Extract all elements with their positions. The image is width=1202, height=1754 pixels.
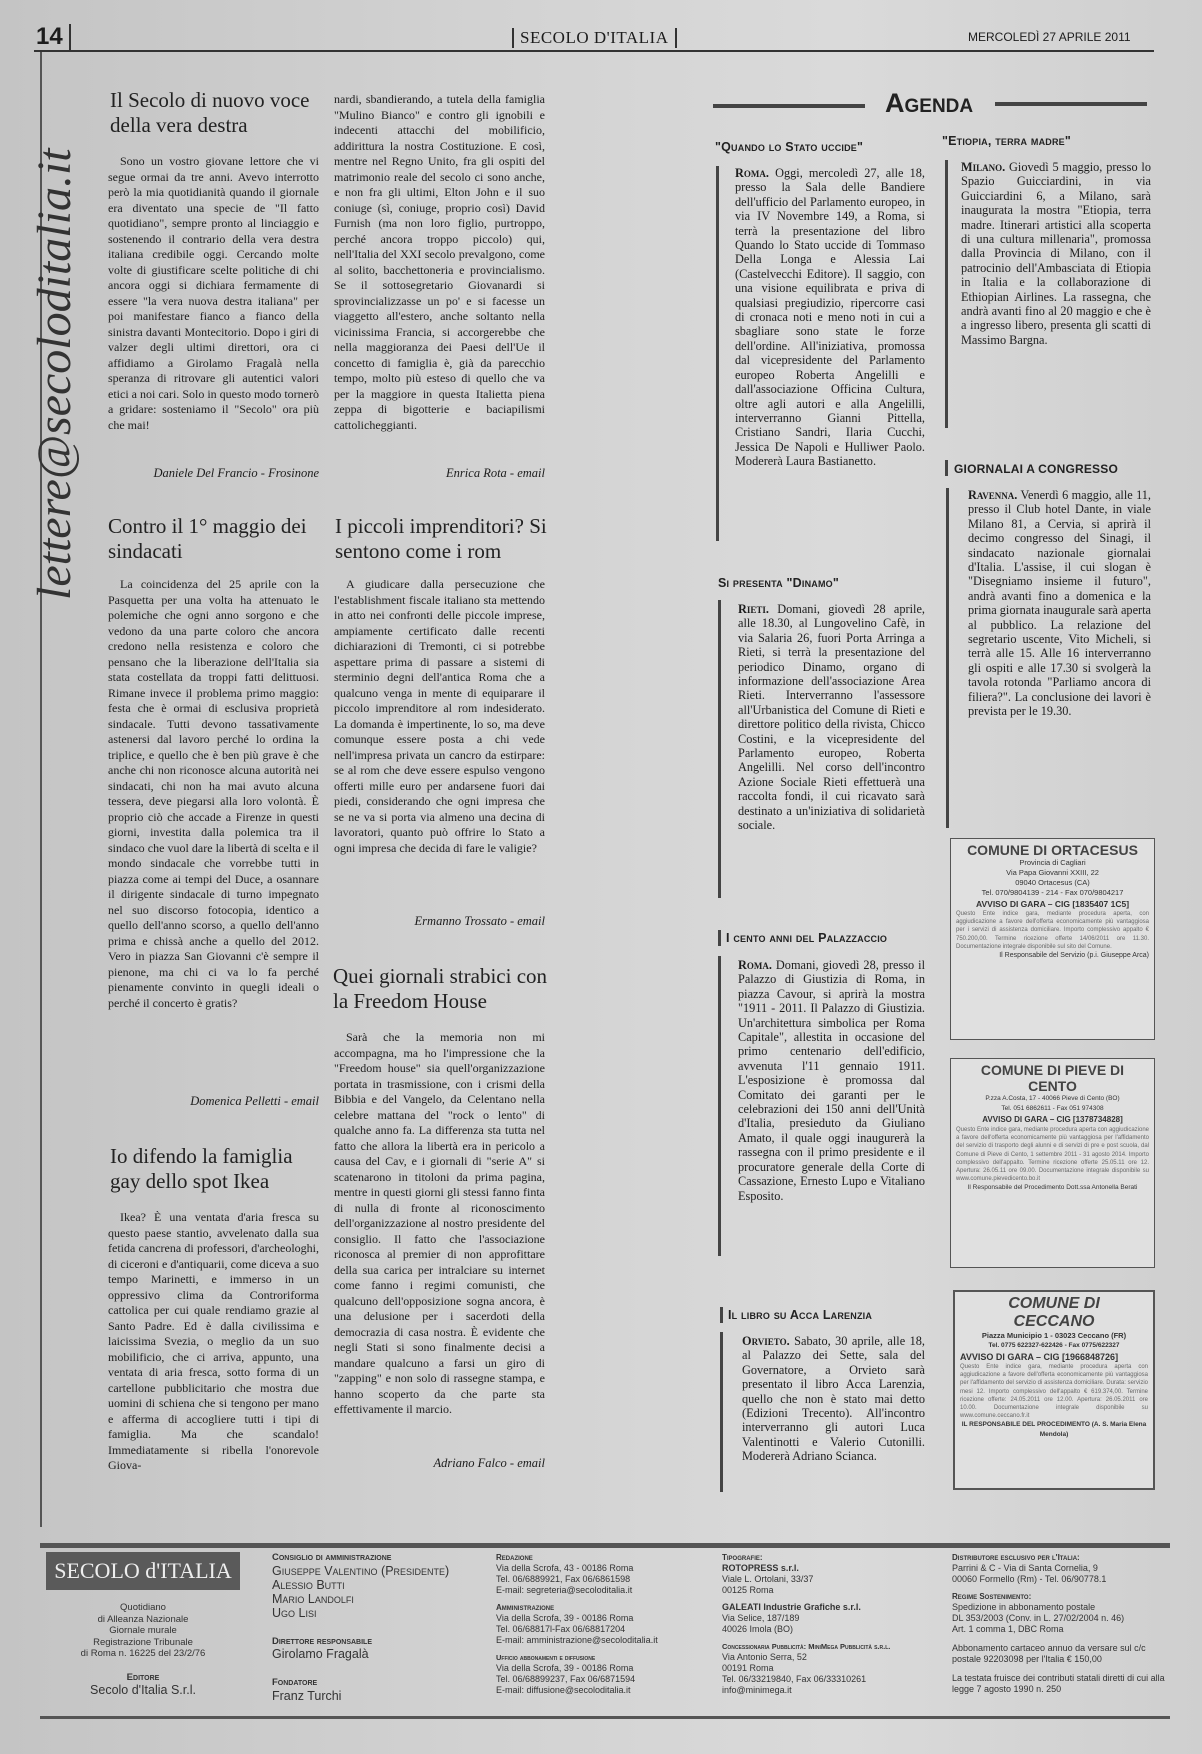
printer-line: ROTOPRESS s.r.l. <box>722 1563 799 1573</box>
agenda-text: Domani, giovedì 28 aprile, alle 18.30, al Lungovelino Cafè, in via Salaria 26, fuori Porta Arringa a Rieti, si terrà la presentazione del periodico Dinamo, organo di informazione dell'associazione Area Rieti. Interverranno l'assessore all'Urbanistica del Comune di Rieti e direttore politico della rivista, Chicco Costini, e la vicepresidente del Parlamento europeo, Roberta Angelilli. Nel corso dell'incontro Azione Sociale Rieti effettuerà una raccolta fondi, il cui ricavato sarà destinato a un'iniziativa di solidarietà sociale. <box>738 602 925 833</box>
letter-title: Contro il 1° maggio dei sindacati <box>108 514 307 563</box>
letter-signature: Enrica Rota - email <box>446 466 545 480</box>
agenda-rule-left <box>713 104 865 108</box>
letter-body: Ikea? È una ventata d'aria fresca su questo paese stantio, avvelenato dalla sua fetida cancrena di professori, d'archeologhi, di ciceroni e d'antiquarii, come diceva a suo tempo Marinetti, e immerso in un oppressivo clima da Controriforma cattolica per cui quale rendiamo grazie al Santo Padre. Ed è dalla civilissima e laicissima Svezia, o meglio da un suo mobilificio, che ci arriva, appunto, una ventata di aria fresca, sotto forma di un cartellone pubblicitario che mostra due uomini di schiena che si tengono per mano e afferma di accogliere tutti i tipi di famiglia. Ma che scandalo! Immediatamente si ribella l'onorevole Giova- <box>108 1210 319 1472</box>
office-line: Tel. 06/68899237, Fax 06/6871594 <box>496 1674 636 1684</box>
agenda-bar <box>716 166 719 541</box>
office-label: Ufficio abbonamenti e diffusione <box>496 1653 596 1662</box>
office-line: Via della Scrofa, 39 - 00186 Roma <box>496 1663 634 1673</box>
agenda-heading: "Quando lo Stato uccide" <box>715 140 864 154</box>
agenda-body <box>738 958 925 1203</box>
agenda-text: Domani, giovedì 28, presso il Palazzo di Giustizia di Roma, in piazza Cavour, si aprirà la mostra "1911 - 2011. Il Palazzo di Giustizia. Un'architettura simbolica per Roma Capitale", allestita in occasione del primo centenario dell'edificio, avvenuta l'11 gennaio 1911. L'esposizione è promossa dal Comitato dei garanti per le celebrazioni dei 150 anni dell'Unità d'Italia, presieduto da Giuliano Amato, il quale oggi inaugurerà la rassegna con il primo presidente e il procuratore generale della Corte di Cassazione, Ernesto Lupo e Vitaliano Esposito. <box>738 958 925 1203</box>
office-email[interactable]: E-mail: segreteria@secoloditalia.it <box>496 1585 633 1595</box>
ad-signer: Il Responsabile del Procedimento Dott.ssa Antonella Berati <box>967 1184 1138 1192</box>
agenda-bar <box>720 1307 723 1323</box>
footer-board <box>272 1552 472 1703</box>
agenda-body <box>742 1334 925 1464</box>
agenda-heading: I cento anni del Palazzaccio <box>726 931 888 945</box>
footer-distribution <box>952 1552 1166 1695</box>
agenda-title: Agenda <box>885 88 974 118</box>
printer-line: GALEATI Industrie Grafiche s.r.l. <box>722 1602 861 1612</box>
editor-name: Secolo d'Italia S.r.l. <box>90 1683 196 1697</box>
distribution-line: Parrini & C - Via di Santa Cornelia, 9 <box>952 1563 1098 1573</box>
issue-date: MERCOLEDÌ 27 APRILE 2011 <box>968 30 1131 44</box>
office-line: Via della Scrofa, 39 - 00186 Roma <box>496 1613 634 1623</box>
letter-body: Sono un vostro giovane lettore che vi segue ormai da tre anni. Avevo interrotto però la mia quotidianità quando il giornale era diventato una specie de "Il fatto quotidiano", sempre pronto al linciaggio e sostenendo il contrario della vera destra italiana credibile oggi. Cercando molte volte di giustificare scelte politiche di chi ancora oggi si dichiara fermamente di essere "la vera nuova destra italiana" per poi manifestare fianco a fianco della sinistra davanti Montecitorio. Dopo i giri di valzer degli ultimi direttori, ora ci affidiamo a Girolamo Fragalà nella speranza di ritrovare gli autentici valori etici a noi cari. Solo in questo modo tornerò a gridare: sosteniamo il "Secolo" ora più che mai! <box>108 154 319 432</box>
ad-phone: Tel. 0775 622327-622426 - Fax 0775/622327 <box>988 1342 1120 1349</box>
agenda-body <box>968 488 1151 719</box>
editor-label: Editore <box>126 1671 160 1683</box>
distribution-line: Art. 1 comma 1, DBC Roma <box>952 1624 1064 1634</box>
letter-body: A giudicare dalla persecuzione che l'establishment fiscale italiano sta mettendo in atto nei confronti delle piccole imprese, ampiamente certificato dalle recenti dichiarazioni di Tremonti, ci si potrebbe aspettare prima di passare a sistemi di sterminio degni dell'antica Roma che a qualcuno venga in mente di equiparare il piccolo imprenditore al rom indesiderato. La domanda è impertinente, lo so, ma deve comunque essere posta a chi vede nell'impresa privata un cancro da estirpare: se al rom che deve essere espulso vengono offerti mille euro per andarsene fuori dai piedi, considerando che ogni impresa che se ne va si porta via almeno una decina di lavoratori, quanto può offrire lo Stato a ogni impresa che decida di fare le valigie? <box>334 577 545 855</box>
agenda-text: Sabato, 30 aprile, alle 18, al Palazzo dei Sette, sala del Governatore, a Orvieto sarà presentato il libro Acca Larenzia, quello che non è stato mai detto (Edizioni Trecento). All'incontro interverranno gli autori Luca Valentinotti e Valerio Cutonilli. Modererà Adriano Scianca. <box>742 1334 926 1464</box>
board-member: Alessio Butti <box>272 1577 345 1592</box>
agenda-heading: Il libro su Acca Larenzia <box>728 1308 873 1322</box>
letter-title: Quei giornali strabici con la Freedom House <box>333 964 548 1013</box>
footer-offices <box>496 1552 696 1696</box>
ad-text: Questo Ente indice gara, mediante procedura aperta, con aggiudicazione a favore dell'offerta economicamente più vantaggiosa per i servizi di assistenza domiciliare. Importo complessivo appalto € 750.200,00. Termine ricezione offerte 14/06/2011 ore 11.30. Documentazione integrale disponibile sul sito del Comune. <box>956 911 1149 950</box>
office-label: Redazione <box>496 1553 533 1562</box>
office-email[interactable]: E-mail: amministrazione@secoloditalia.it <box>496 1635 658 1645</box>
footer-printers <box>722 1552 942 1696</box>
letters-email[interactable]: lettere@secoloditalia.it <box>28 148 81 600</box>
letter-title: I piccoli imprenditori? Si sentono come i rom <box>335 514 547 563</box>
footer-logo: SECOLO d'ITALIA <box>46 1552 240 1590</box>
agenda-text: Oggi, mercoledì 27, alle 18, presso la Sala delle Bandiere dell'ufficio del Parlamento europeo, in via IV Novembre 149, a Roma, si terrà la presentazione del libro Quando lo Stato uccide di Tommaso Della Longa e Alessia Lai (Castelvecchi Editore). Il saggio, con una visione equilibrata e priva di qualsiasi pregiudizio, ripercorre casi di cronaca noti e meno noti in cui a sbagliare sono state le forze dell'ordine. All'iniziativa, promossa dal vicepresidente del Parlamento europeo Roberta Angelilli e dall'associazione Officina Cultura, oltre agli autori e alla Angelilli, interverranno Gianni Pittella, Cristiano Sandri, Ilaria Cucchi, Jessica De Napoli e Hulliwer Paolo. Modererà Laura Bastianetto. <box>735 166 926 469</box>
funding-info: La testata fruisce dei contributi statali diretti di cui alla legge 7 agosto 1990 n. 250 <box>952 1673 1165 1694</box>
ad-title: COMUNE DI ORTACESUS <box>967 842 1138 858</box>
printer-line: Via Antonio Serra, 52 <box>722 1652 807 1662</box>
agenda-bar <box>718 930 721 946</box>
agenda-place: Milano. <box>961 160 1006 174</box>
ad-address: 09040 Ortacesus (CA) <box>1015 878 1090 887</box>
footer-bottom-rule <box>40 1716 1170 1719</box>
subscription-info: Abbonamento cartaceo annuo da versare sul c/c postale 92203098 per l'Italia € 150,00 <box>952 1643 1146 1664</box>
founder-name: Franz Turchi <box>272 1688 342 1703</box>
ad-address: Provincia di Cagliari <box>1019 858 1086 867</box>
letter-body: La coincidenza del 25 aprile con la Pasquetta per una volta ha attenuato le polemiche che ogni anno sorgono e che vedono da una parte coloro che ancora credono nella resistenza e coloro che pensano che la liberazione dell'Italia sia stata costellata da troppi fatti delittuosi. Rimane invece il problema primo maggio: festa che è ormai di esclusiva proprietà sindacale. Tutti devono tassativamente astenersi dal lavoro perché lo ordina la triplice, e quello che è ben più grave è che anche chi non riconosce alcuna autorità nei sindacati, chi non ha mai avuto alcuna tessera, deve piegarsi alla loro volontà. È proprio ciò che accade a Firenze in questi giorni, investita dalla polemica tra il sindaco che vuol dare la libertà di scelta e il mondo sindacale che vorrebbe tutti in piazza come ai tempi del Duce, a osannare il dirigente sindacale di turno impegnato nel suo discorso fotocopia, identico a quello dell'anno scorso, a quello dell'anno prima e chissà anche a quello del 2012. Vero in piazza San Giovanni c'è sempre il pienone, ma chi ci va lo fa perché pienamente convinto in quegli ideali o perché il concerto è gratis? <box>108 577 319 1010</box>
printer-line: Tel. 06/33219840, Fax 06/33310261 <box>722 1674 867 1684</box>
agenda-heading: GIORNALAI A CONGRESSO <box>954 462 1118 476</box>
office-line: Tel. 06/68817l-Fax 06/68817204 <box>496 1624 626 1634</box>
agenda-place: Roma. <box>738 958 772 972</box>
agenda-bar <box>718 956 721 1256</box>
ad-notice: AVVISO DI GARA – CIG [1378734828] <box>982 1115 1123 1124</box>
agenda-bar <box>720 1332 723 1492</box>
printer-line: 00191 Roma <box>722 1663 774 1673</box>
distribution-line: Spedizione in abbonamento postale <box>952 1602 1096 1612</box>
board-label: Consiglio di amministrazione <box>272 1552 392 1563</box>
printer-line: 00125 Roma <box>722 1585 774 1595</box>
ad-address: P.zza A.Costa, 17 - 40066 Pieve di Cento (BO) <box>985 1095 1120 1102</box>
agenda-place: Rieti. <box>738 602 769 616</box>
letter-signature: Daniele Del Francio - Frosinone <box>153 466 319 480</box>
distribution-label: Distributore esclusivo per l'Italia: <box>952 1553 1080 1562</box>
agenda-bar <box>945 160 948 428</box>
founder-label: Fondatore <box>272 1677 318 1688</box>
letter-signature: Adriano Falco - email <box>433 1456 545 1470</box>
agenda-heading: "Etiopia, terra madre" <box>942 134 1072 148</box>
ad-phone: Tel. 070/9804139 - 214 - Fax 070/9804217 <box>981 888 1124 897</box>
printer-line: Viale L. Ortolani, 33/37 <box>722 1574 814 1584</box>
printer-label: Tipografie: <box>722 1553 763 1562</box>
board-member: Giuseppe Valentino (Presidente) <box>272 1563 450 1578</box>
agenda-bar <box>718 600 721 898</box>
agenda-body <box>961 160 1151 347</box>
ad-address: Via Papa Giovanni XXIII, 22 <box>1006 868 1099 877</box>
letter-body: Sarà che la memoria non mi accompagna, ma ho l'impressione che la "Freedom house" sia quell'organizzazione portata in trasmissione, con i crismi della Bibbia e del Vangelo, da Celentano nella celebre mattana del "rock o lento" di qualche anno fa. La differenza sta tutta nel fatto che allora la libertà era in pericolo a causa del Cav, e i giornali di "serie A" si scatenarono in titoloni da prima pagina, mentre in questi giorni gli stessi fanno finta di nulla di fronte al riconoscimento dell'organizzazione al nostro presidente del consiglio. Il fatto che l'associazione riconosca al premier di non approfittare della sua carica per intralciare su internet come fanno i regimi comunisti, che qualcuno dell'opposizione sogna ancora, è una delusione per i sacerdoti della democrazia di casa nostra. È evidente che negli Stati si sono finalmente decisi a mandare qualcuno a farsi un giro di "zapping" e non solo di rassegne stampa, e hanno scoperto da che parte sta effettivamente il marcio. <box>334 1030 545 1416</box>
top-rule <box>34 50 1154 52</box>
agenda-bar <box>945 460 948 476</box>
agenda-heading: Si presenta "Dinamo" <box>718 576 840 590</box>
printer-email[interactable]: info@minimega.it <box>722 1685 792 1695</box>
letter-signature: Domenica Pelletti - email <box>190 1094 319 1108</box>
ad-title: COMUNE DI CECCANO <box>1008 1295 1100 1330</box>
agenda-place: Orvieto. <box>742 1334 790 1348</box>
distribution-line: DL 353/2003 (Conv. in L. 27/02/2004 n. 46) <box>952 1613 1125 1623</box>
director-label: Direttore responsabile <box>272 1635 372 1647</box>
ad-text: Questo Ente indice gara, mediante procedura aperta con aggiudicazione a favore dell'offerta economicamente più vantaggiosa per l'affidamento del servizio di assistenza domiciliare. Durata: servizio mesi 12. Importo complessivo dell'appalto € 619.374,00. Termine ricezione offerte: 24.05.2011 ore 12.00. Apertura: 26.05.2011 ore 10.00. Documentazione integrale disponibile su www.comune.ceccano.fr.it <box>960 1364 1148 1420</box>
agenda-bar <box>946 488 949 828</box>
masthead: SECOLO D'ITALIA <box>512 28 677 48</box>
footer-top-rule <box>40 1543 1170 1548</box>
agenda-body <box>738 602 925 833</box>
about-line: Quotidiano <box>120 1602 166 1613</box>
ad-address: Piazza Municipio 1 - 03023 Ceccano (FR) <box>981 1331 1127 1340</box>
distribution-label: Regime Sostenimento: <box>952 1592 1032 1601</box>
about-line: di Roma n. 16225 del 23/2/76 <box>80 1648 206 1659</box>
letter-title: Io difendo la famiglia gay dello spot Ikea <box>110 1144 293 1193</box>
letter-signature: Ermanno Trossato - email <box>414 914 545 928</box>
about-line: Giornale murale <box>109 1625 177 1636</box>
about-line: Registrazione Tribunale <box>93 1636 193 1648</box>
printer-line: Via Selice, 187/189 <box>722 1613 800 1623</box>
agenda-rule-right <box>995 102 1147 106</box>
ad-comune-ceccano <box>953 1290 1155 1490</box>
ad-signer: Il Responsabile del Servizio (p.i. Giuseppe Arca) <box>999 952 1149 960</box>
ad-signer: IL RESPONSABILE DEL PROCEDIMENTO (A. S. Maria Elena Mendola) <box>961 1421 1147 1439</box>
ad-notice: AVVISO DI GARA – CIG [1835407 1C5] <box>975 899 1130 909</box>
agenda-place: Ravenna. <box>968 488 1018 502</box>
office-line: Via della Scrofa, 43 - 00186 Roma <box>496 1563 634 1573</box>
board-member: Mario Landolfi <box>272 1591 354 1606</box>
ad-comune-ortacesus <box>950 838 1155 1040</box>
printer-label: Concessionaria Pubblicità: MiniMega Pubblicità s.r.l. <box>722 1642 891 1651</box>
ad-title: COMUNE DI PIEVE DI CENTO <box>980 1062 1125 1094</box>
distribution-line: 00060 Formello (Rm) - Tel. 06/90778.1 <box>952 1574 1107 1584</box>
ad-comune-pieve-di-cento <box>950 1058 1155 1268</box>
office-line: Tel. 06/6889921, Fax 06/6861598 <box>496 1574 631 1584</box>
agenda-body <box>735 166 925 469</box>
ad-phone: Tel. 051 6862611 - Fax 051 974308 <box>1001 1105 1104 1112</box>
footer-about <box>46 1602 240 1697</box>
office-label: Amministrazione <box>496 1603 555 1612</box>
letter-body-continued: nardi, sbandierando, a tutela della famiglia "Mulino Bianco" e contro gli ignobili e indecenti attacchi del mobilificio, addirittura la nostra Costituzione. E così, mentre nel Regno Unito, fra gli ospiti del matrimonio reale del secolo ci sono anche, e non fra gli ultimi, Elton John e il suo coniuge (sì, coniuge, proprio così) David Furnish (ma non loro figlio, purtroppo, perché ancora troppo piccolo) qui, nell'Italia del XXI secolo prevalgono, come al solito, bacchettoneria e provincialismo. Se il sottosegretario Giovanardi si sprovincializzasse un po' e si facesse un viaggetto all'estero, anche soltanto nella vicinissima Francia, si accorgerebbe che nella maggioranza dei Paesi dell'Ue il concetto di famiglia è, già da parecchio tempo, molto più esteso di quello che va per la maggiore in questa Italietta piena zeppa di bigotterie e baciapilismi cattolicheggianti. <box>334 92 545 432</box>
page-number: 14 <box>36 24 71 50</box>
agenda-text: Giovedì 5 maggio, presso lo Spazio Guicciardini, in via Guicciardini 6, a Milano, sarà inaugurata la mostra "Etiopia, terra madre. Itinerari artistici alla scoperta di una cultura millenaria", promossa dalla Provincia di Milano, con il patrocinio dell'Ambasciata di Etiopia in Italia e la collaborazione di Ethiopian Airlines. La rassegna, che andrà avanti fino al 20 maggio e che è a ingresso libero, presenta gli scatti di Massimo Bargna. <box>961 160 1151 347</box>
printer-line: 40026 Imola (BO) <box>722 1624 794 1634</box>
director-name: Girolamo Fragalà <box>272 1647 369 1661</box>
ad-text: Questo Ente indice gara, mediante procedura aperta con aggiudicazione a favore dell'offerta economicamente più vantaggiosa per l'affidamento del servizio di trasporto degli alunni e di servizi di pre e post scuola, dal Comune di Pieve di Cento, 1 settembre 2011 - 31 agosto 2014. Importo complessivo dell'appalto. Termine ricezione offerte 25.05.11 ore 12. Apertura: 26.05.11 ore 09.00. Documentazione integrale disponibile su www.comune.pievedicento.bo.it <box>956 1127 1149 1183</box>
ad-notice: AVVISO DI GARA – CIG [1966848726] <box>960 1352 1119 1362</box>
board-member: Ugo Lisi <box>272 1605 317 1620</box>
agenda-place: Roma. <box>735 166 769 180</box>
office-email[interactable]: E-mail: diffusione@secoloditalia.it <box>496 1685 631 1695</box>
letter-title: Il Secolo di nuovo voce della vera destra <box>110 88 310 137</box>
about-line: di Alleanza Nazionale <box>97 1613 189 1625</box>
agenda-text: Venerdì 6 maggio, alle 11, presso il Club hotel Dante, in viale Milano 81, a Cervia, si aprirà il decimo congresso del Sinagi, il sindacato nazionale giornalai d'Italia. L'assise, il cui slogan è "Disegniamo insieme il futuro", andrà avanti fino a domenica e la prima giornata inaugurale sarà aperta al pubblico. La relazione del segretario uscente, Vito Micheli, si terrà alle 15. Alle 16 interverranno gli ospiti e alle 17.30 si svolgerà la tavola rotonda "Parliamo ancora di filiera?". La conclusione dei lavori è prevista per le 19.30. <box>968 488 1152 719</box>
